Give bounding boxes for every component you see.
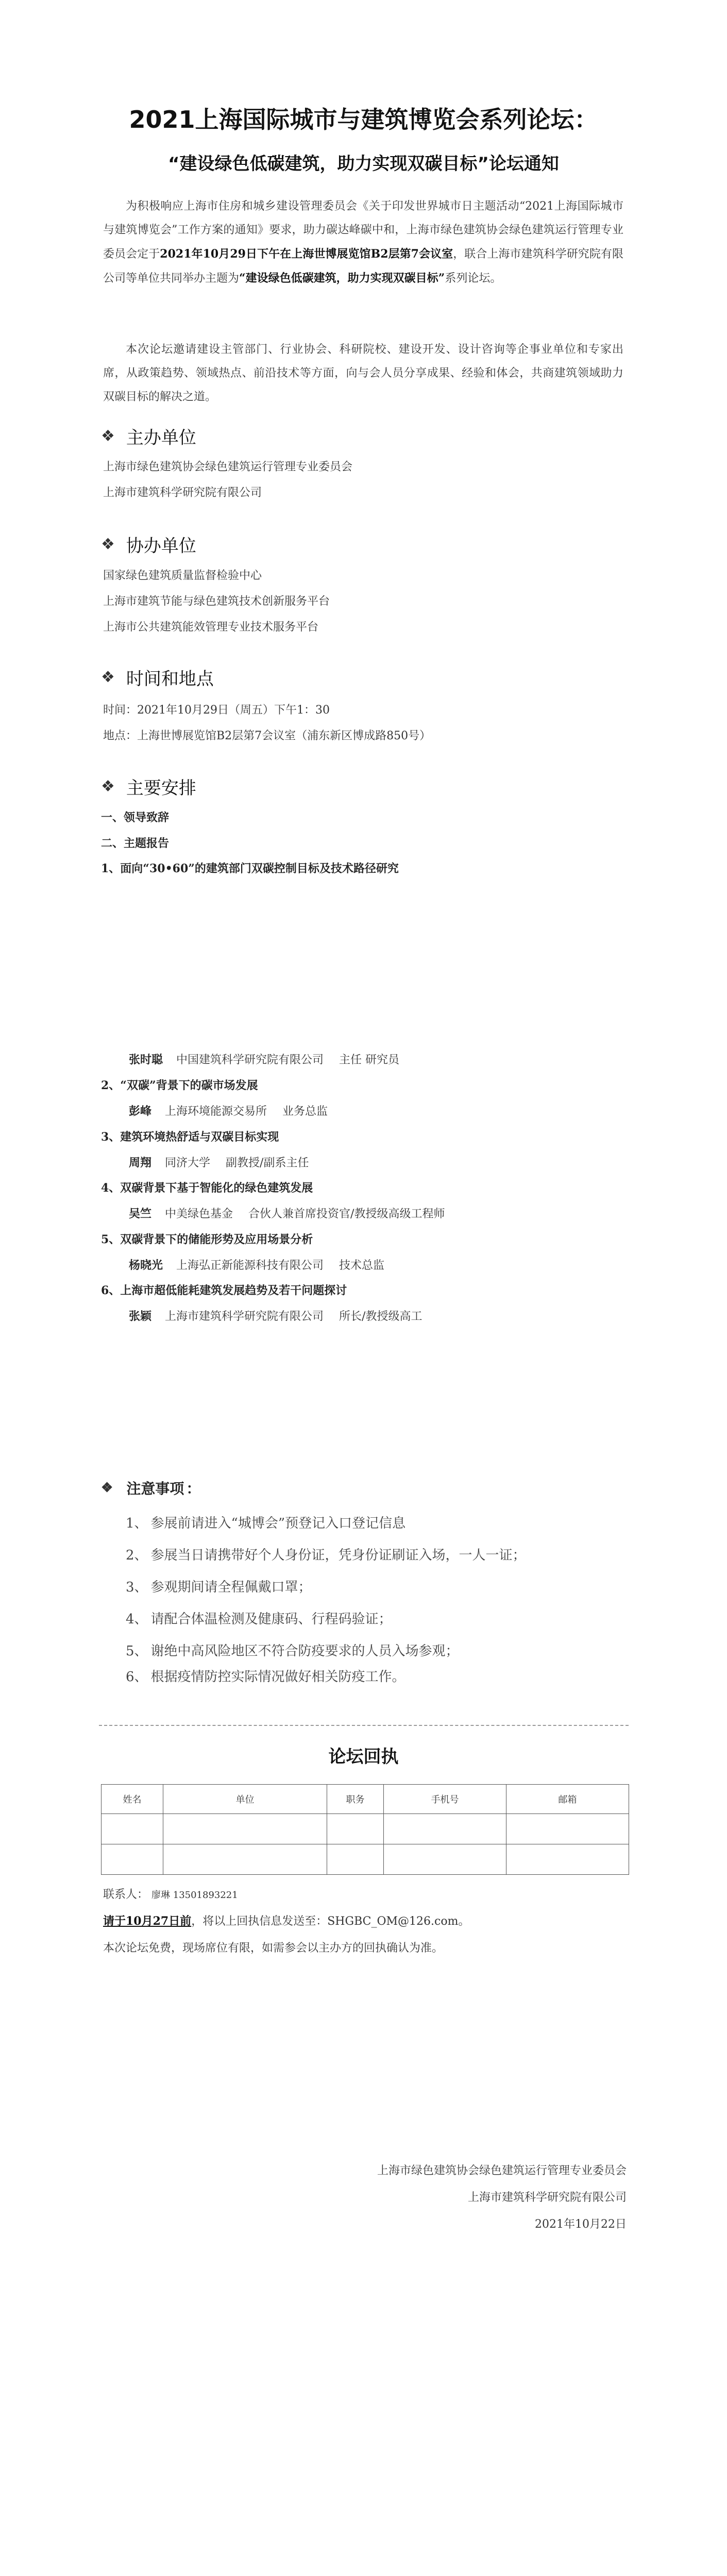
note-item: 6、 根据疫情防控实际情况做好相关防疫工作。 — [126, 1669, 405, 1685]
speaker-line — [129, 1052, 399, 1068]
speaker-name: 周翔 — [129, 1156, 152, 1170]
speaker-role: 业务总监 — [282, 1105, 328, 1118]
dashed-divider — [99, 1725, 629, 1726]
event-place: 地点：上海世博展览馆B2层第7会议室（浦东新区博成路850号） — [103, 730, 431, 742]
organizer-item: 上海市绿色建筑协会绿色建筑运行管理专业委员会 — [103, 461, 353, 473]
talk-title: 4、双碳背景下基于智能化的绿色建筑发展 — [101, 1181, 313, 1195]
col-header-name: 姓名 — [102, 1785, 163, 1814]
co-organizer-item: 上海市公共建筑能效管理专业技术服务平台 — [103, 621, 319, 634]
agenda-part-1: 一、领导致辞 — [101, 811, 170, 824]
table-cell[interactable] — [102, 1814, 163, 1844]
notes-heading: ❖ 注意事项 ： — [101, 1480, 201, 1497]
table-cell[interactable] — [384, 1814, 506, 1844]
speaker-role: 合伙人兼首席投资官/教授级高级工程师 — [248, 1208, 445, 1221]
diamond-bullet-icon: ❖ — [101, 777, 115, 795]
diamond-bullet-icon: ❖ — [101, 668, 115, 686]
diamond-bullet-icon: ❖ — [101, 427, 115, 445]
table-cell[interactable] — [384, 1844, 506, 1875]
theme-highlight: “建设绿色低碳建筑，助力实现双碳目标” — [239, 272, 445, 285]
talk-title: 5、双碳背景下的储能形势及应用场景分析 — [101, 1233, 313, 1246]
speaker-name: 杨晓光 — [129, 1259, 163, 1272]
intro-paragraph-2: 本次论坛邀请建设主管部门、行业协会、科研院校、建设开发、设计咨询等企事业单位和专家出席，从政策趋势、领域热点、前沿技术等方面，向与会人员分享成果、经验和体会，共商建筑领域助力双碳目标的解决之道。 — [103, 343, 623, 403]
speaker-role: 主任 研究员 — [339, 1054, 400, 1066]
speaker-name: 张颖 — [129, 1310, 152, 1323]
talk-title: 2、“双碳”背景下的碳市场发展 — [101, 1079, 258, 1092]
signature-date: 2021年10月22日 — [535, 2218, 627, 2231]
agenda-part-2: 二、主题报告 — [101, 837, 170, 850]
speaker-org: 上海环境能源交易所 — [165, 1105, 267, 1118]
note-item: 5、 谢绝中高风险地区不符合防疫要求的人员入场参观； — [126, 1643, 459, 1659]
table-header-row — [102, 1785, 629, 1814]
speaker-org: 中国建筑科学研究院有限公司 — [176, 1054, 324, 1066]
speaker-name: 彭峰 — [129, 1105, 152, 1118]
table-cell[interactable] — [327, 1844, 384, 1875]
note-item: 1、 参展前请进入“城博会”预登记入口登记信息 — [126, 1516, 406, 1531]
table-row — [102, 1844, 629, 1875]
co-organizer-item: 上海市建筑节能与绿色建筑技术创新服务平台 — [103, 595, 330, 608]
talk-title: 1、面向“30•60”的建筑部门双碳控制目标及技术路径研究 — [101, 862, 399, 875]
signature-org-1: 上海市绿色建筑协会绿色建筑运行管理专业委员会 — [377, 2164, 627, 2177]
speaker-line — [129, 1155, 309, 1171]
table-cell[interactable] — [102, 1844, 163, 1875]
col-header-email: 邮箱 — [506, 1785, 629, 1814]
table-row — [102, 1814, 629, 1844]
page-subtitle: “建设绿色低碳建筑，助力实现双碳目标”论坛通知 — [168, 154, 559, 174]
intro-paragraph-1: 为积极响应上海市住房和城乡建设管理委员会《关于印发世界城市日主题活动“2021上海国际城市与建筑博览会”工作方案的通知》要求，助力碳达峰碳中和，上海市绿色建筑协会绿色建筑运行管理专业委员会定于2021年10月29日下午在上海世博展览馆B2层第7会议室，联合上海市建筑科学研究院有限公司等单位共同举办主题为“建设绿色低碳建筑，助力实现双碳目标”系列论坛。 — [103, 200, 623, 285]
event-datetime-highlight: 2021年10月29日下午在上海世博展览馆B2层第7会议室 — [160, 247, 453, 261]
table-cell[interactable] — [506, 1814, 629, 1844]
col-header-org: 单位 — [163, 1785, 327, 1814]
col-header-phone: 手机号 — [384, 1785, 506, 1814]
diamond-bullet-icon: ❖ — [101, 1480, 113, 1496]
table-cell[interactable] — [506, 1844, 629, 1875]
table-cell[interactable] — [163, 1844, 327, 1875]
speaker-org: 同济大学 — [165, 1157, 211, 1170]
organizers-heading: ❖ 主办单位 — [101, 427, 196, 448]
speaker-line — [129, 1206, 445, 1222]
page-title: 2021上海国际城市与建筑博览会系列论坛： — [129, 106, 598, 133]
speaker-role: 技术总监 — [339, 1259, 385, 1272]
deadline-line: 请于10月27日前，将以上回执信息发送至：SHGBC_OM@126.com。 — [103, 1914, 470, 1928]
diamond-bullet-icon: ❖ — [101, 535, 115, 553]
note-item: 4、 请配合体温检测及健康码、行程码验证； — [126, 1612, 392, 1627]
table-cell[interactable] — [163, 1814, 327, 1844]
speaker-org: 上海市建筑科学研究院有限公司 — [165, 1310, 324, 1323]
contact-person: 廖琳 13501893221 — [151, 1890, 238, 1901]
contact-line: 联系人： 廖琳 13501893221 — [103, 1888, 238, 1901]
agenda-heading: ❖ 主要安排 — [101, 777, 196, 799]
time-place-heading: ❖ 时间和地点 — [101, 668, 214, 689]
co-organizers-heading: ❖ 协办单位 — [101, 535, 196, 556]
speaker-role: 所长/教授级高工 — [339, 1310, 422, 1323]
speaker-name: 吴竺 — [129, 1207, 152, 1221]
note-item: 2、 参展当日请携带好个人身份证，凭身份证刷证入场，一人一证； — [126, 1548, 526, 1563]
table-cell[interactable] — [327, 1814, 384, 1844]
organizer-item: 上海市建筑科学研究院有限公司 — [103, 486, 262, 499]
speaker-line — [129, 1104, 328, 1120]
speaker-org: 中美绿色基金 — [165, 1208, 233, 1221]
rsvp-table — [101, 1784, 629, 1875]
talk-title: 6、上海市超低能耗建筑发展趋势及若干问题探讨 — [101, 1284, 347, 1297]
note-item: 3、 参观期间请全程佩戴口罩； — [126, 1580, 312, 1595]
deadline-date: 请于10月27日前 — [103, 1914, 192, 1928]
speaker-line — [129, 1309, 422, 1325]
speaker-line — [129, 1258, 384, 1274]
co-organizer-item: 国家绿色建筑质量监督检验中心 — [103, 569, 262, 582]
speaker-org: 上海弘正新能源科技有限公司 — [176, 1259, 324, 1272]
event-time: 时间：2021年10月29日（周五）下午1：30 — [103, 704, 330, 717]
col-header-position: 职务 — [327, 1785, 384, 1814]
speaker-role: 副教授/副系主任 — [226, 1157, 309, 1170]
speaker-name: 张时聪 — [129, 1053, 163, 1066]
rsvp-title: 论坛回执 — [328, 1747, 399, 1767]
signature-org-2: 上海市建筑科学研究院有限公司 — [467, 2191, 627, 2204]
free-note: 本次论坛免费，现场席位有限，如需参会以主办方的回执确认为准。 — [103, 1942, 444, 1955]
talk-title: 3、建筑环境热舒适与双碳目标实现 — [101, 1130, 279, 1144]
